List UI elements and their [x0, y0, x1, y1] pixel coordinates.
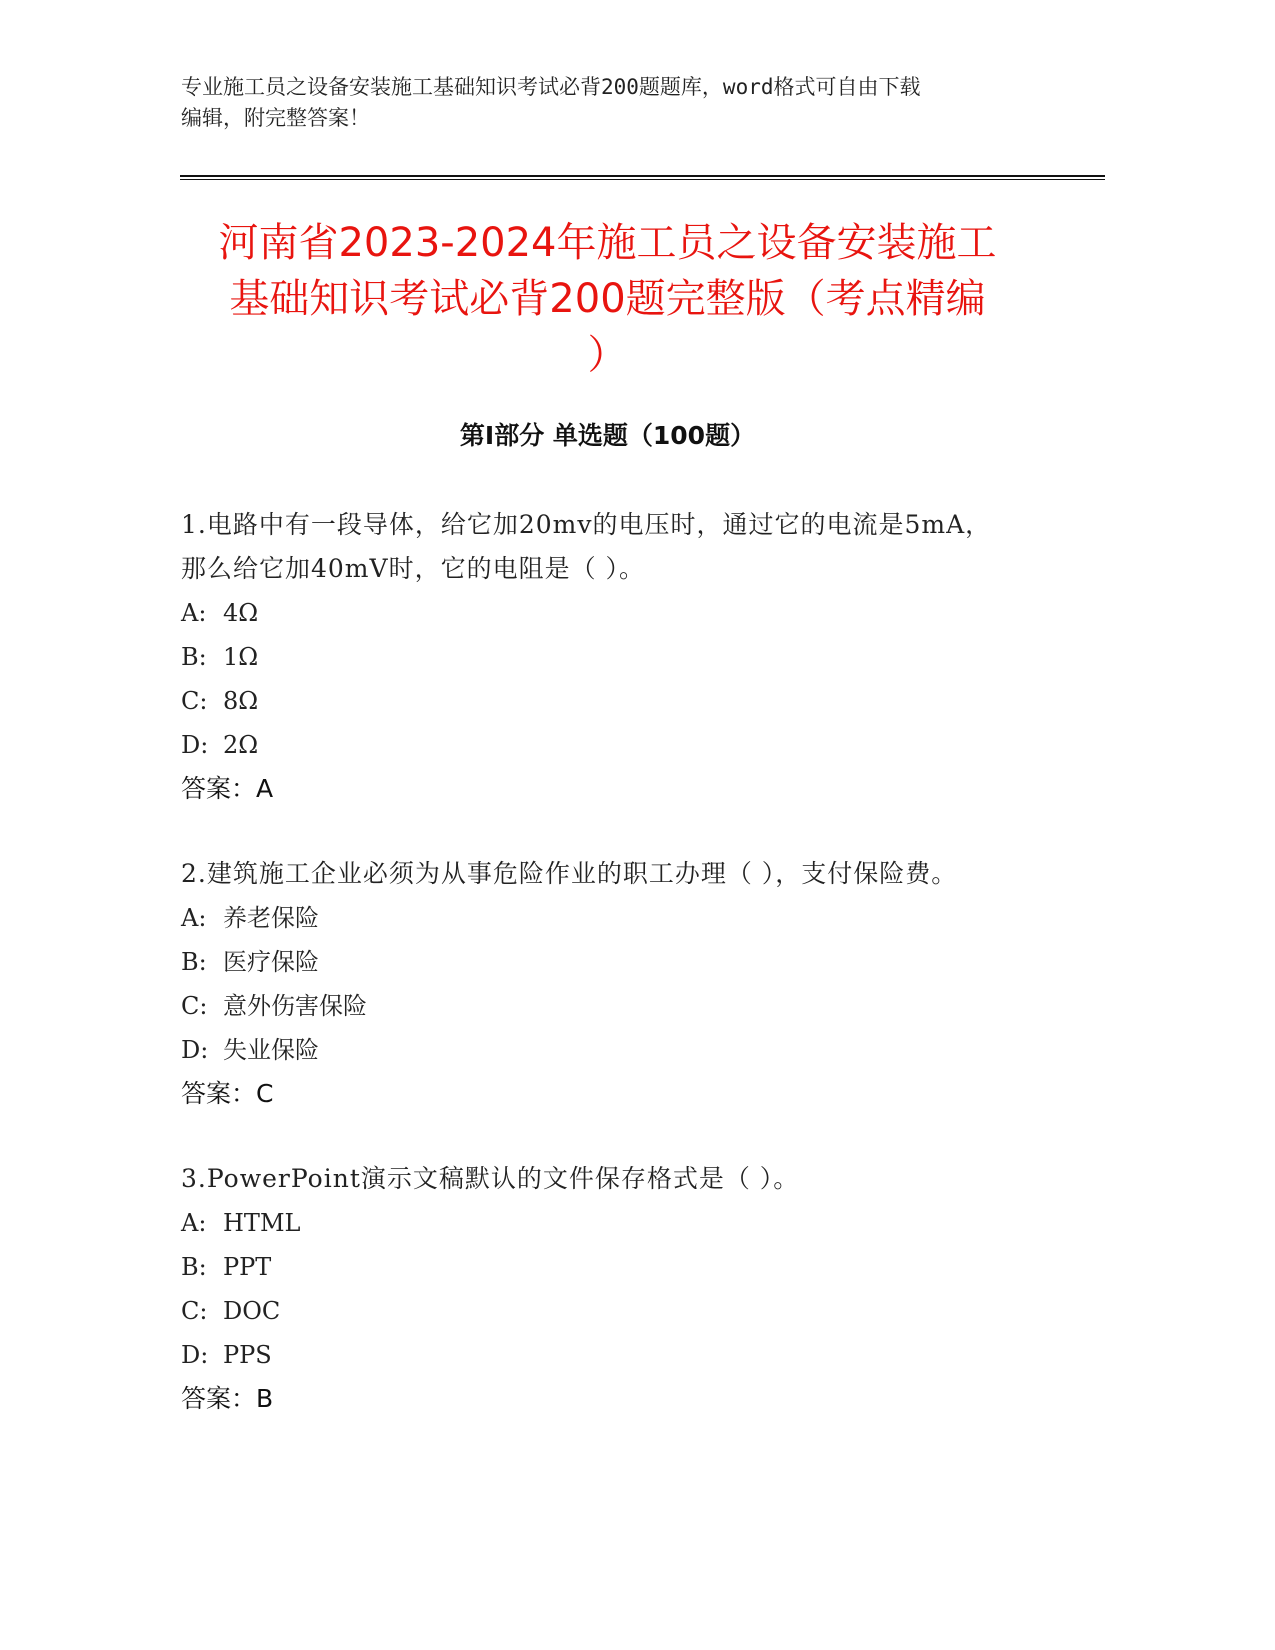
option-text: HTML: [223, 1209, 301, 1237]
answer-value: B: [256, 1384, 274, 1413]
option-d: [181, 1028, 1041, 1072]
question-stem-line-1: 2.建筑施工企业必须为从事危险作业的职工办理（ ），支付保险费。: [181, 859, 958, 888]
document-title-line-2: 基础知识考试必背200题完整版（考点精编: [229, 276, 986, 322]
header-note: [181, 72, 1041, 134]
answer-value: A: [256, 774, 274, 803]
option-d: [181, 1333, 1041, 1377]
document-title: [180, 215, 1035, 383]
answer-line: [181, 1377, 1041, 1421]
header-note-line-1: 专业施工员之设备安装施工基础知识考试必背200题题库，word格式可自由下载: [181, 75, 921, 99]
document-title-line-1: 河南省2023-2024年施工员之设备安装施工: [218, 220, 997, 266]
option-key: C:: [181, 992, 208, 1020]
option-key: B:: [181, 948, 207, 976]
option-text: PPT: [223, 1253, 272, 1281]
option-text: 医疗保险: [223, 948, 319, 976]
option-key: A:: [181, 1209, 207, 1237]
option-key: C:: [181, 1297, 208, 1325]
option-key: D:: [181, 1341, 209, 1369]
option-c: [181, 984, 1041, 1028]
option-text: 1Ω: [223, 643, 259, 671]
question-2: [181, 852, 1041, 1116]
answer-value: C: [256, 1079, 274, 1108]
option-key: C:: [181, 687, 208, 715]
section-title: 第Ⅰ部分 单选题（100题）: [459, 421, 756, 450]
answer-label: 答案：: [181, 1079, 257, 1108]
document-title-line-3: ）: [587, 332, 628, 378]
option-text: 2Ω: [223, 731, 259, 759]
option-a: [181, 896, 1041, 940]
option-b: [181, 1245, 1041, 1289]
option-key: B:: [181, 643, 207, 671]
header-divider-thin: [180, 179, 1105, 180]
question-stem-line-1: 1.电路中有一段导体，给它加20mv的电压时，通过它的电流是5mA，: [181, 510, 992, 539]
answer-line: [181, 767, 1041, 811]
answer-label: 答案：: [181, 774, 257, 803]
option-key: D:: [181, 1036, 209, 1064]
option-c: [181, 679, 1041, 723]
option-text: 养老保险: [223, 904, 319, 932]
question-stem-line-1: 3.PowerPoint演示文稿默认的文件保存格式是（ ）。: [181, 1164, 800, 1193]
header-note-line-2: 编辑，附完整答案！: [181, 106, 370, 130]
option-key: D:: [181, 731, 209, 759]
question-1: [181, 503, 1041, 811]
option-text: 8Ω: [223, 687, 259, 715]
question-stem-line-2: 那么给它加40mV时，它的电阻是（ ）。: [181, 554, 646, 583]
option-a: [181, 1201, 1041, 1245]
answer-line: [181, 1072, 1041, 1116]
option-b: [181, 635, 1041, 679]
option-text: 意外伤害保险: [223, 992, 367, 1020]
option-key: A:: [181, 599, 207, 627]
option-key: A:: [181, 904, 207, 932]
option-text: PPS: [223, 1341, 272, 1369]
option-key: B:: [181, 1253, 207, 1281]
option-c: [181, 1289, 1041, 1333]
answer-label: 答案：: [181, 1384, 257, 1413]
option-b: [181, 940, 1041, 984]
header-divider-thick: [180, 175, 1105, 177]
option-text: 失业保险: [223, 1036, 319, 1064]
option-text: 4Ω: [223, 599, 259, 627]
option-d: [181, 723, 1041, 767]
question-3: [181, 1157, 1041, 1421]
option-text: DOC: [223, 1297, 281, 1325]
option-a: [181, 591, 1041, 635]
